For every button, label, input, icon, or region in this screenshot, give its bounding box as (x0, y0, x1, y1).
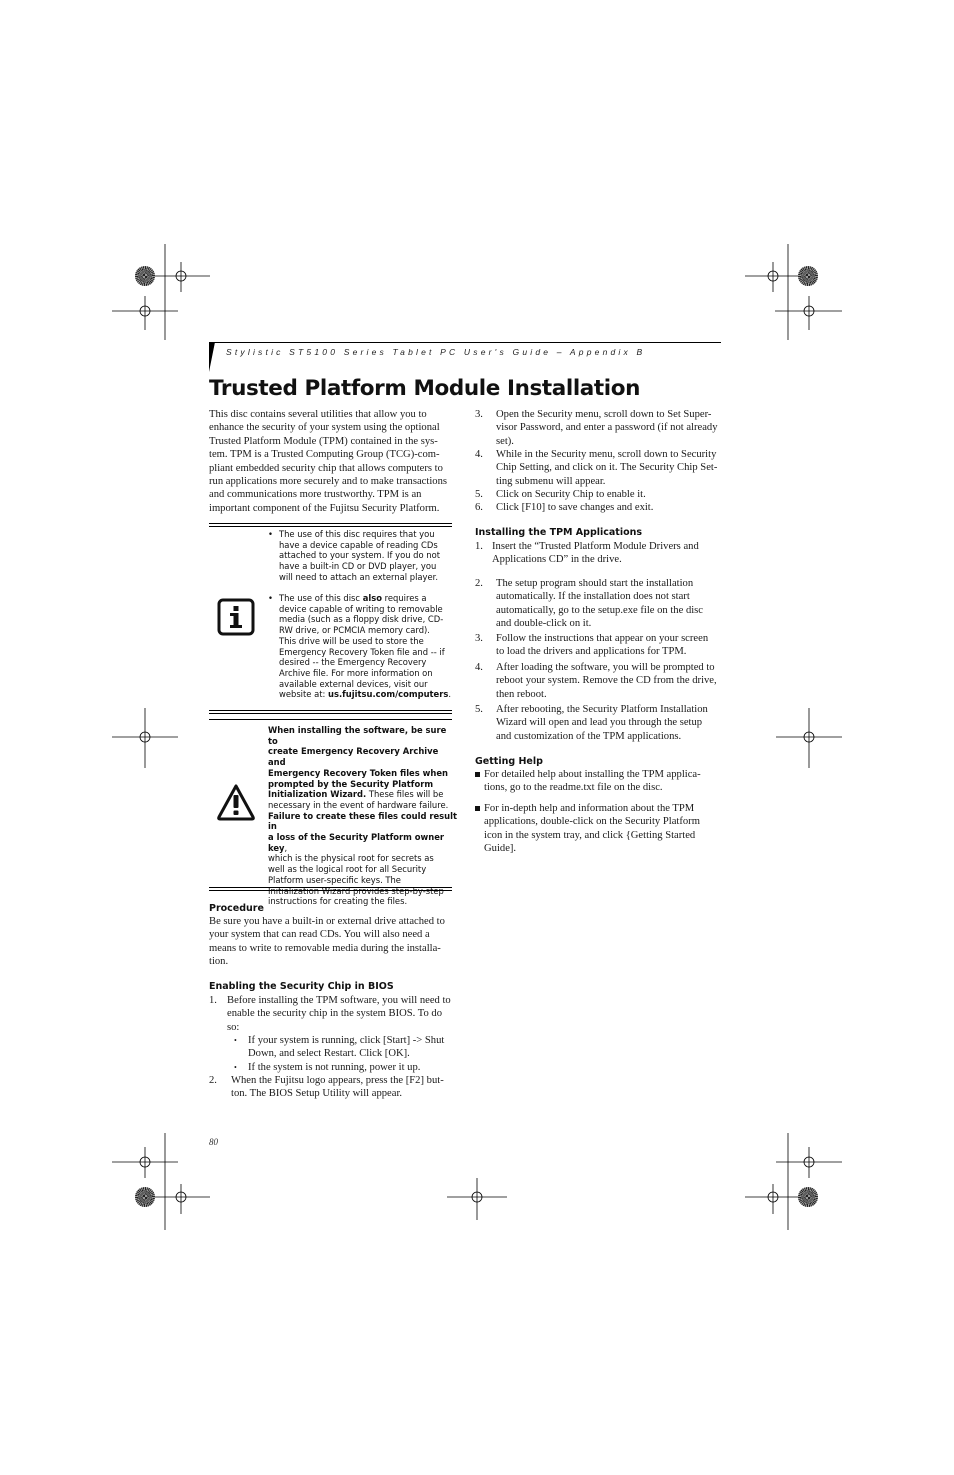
tpm-step-4 (475, 661, 725, 701)
note-line: have a device capable of reading CDs (279, 539, 438, 550)
note-line: have a built-in CD or DVD player, you (279, 561, 437, 572)
intro-line: This disc contains several utilities that allow you to (209, 409, 427, 420)
intro-paragraph (209, 408, 454, 515)
step-line: When the Fujitsu logo appears, press the [F2] but- (231, 1075, 444, 1086)
note-line: will need to attach an external player. (279, 571, 439, 582)
step-line: While in the Security menu, scroll down to Security (496, 449, 717, 460)
step-line: reboot your system. Remove the CD from the drive, (496, 675, 717, 687)
note-rule-mid-3 (209, 719, 452, 720)
bios-step-3 (475, 408, 725, 448)
intro-line: pliant embedded security chip that allows computers to (209, 462, 443, 474)
bullet-dot: • (268, 593, 273, 603)
step-line: Click on Security Chip to enable it. (496, 489, 646, 500)
note-text: website at: (279, 689, 329, 700)
step-line: Before installing the TPM software, you will need to (227, 995, 451, 1006)
intro-line: tem. TPM is a Trusted Computing Group (TCG)-com- (209, 449, 440, 461)
bios-step-4 (475, 448, 725, 488)
intro-line: Trusted Platform Module (TPM) contained in the sys- (209, 435, 438, 447)
step-line: and double-click on it. (496, 618, 592, 630)
warning-line: instructions for creating the files. (268, 896, 408, 907)
help-line: tions, go to the readme.txt file on the disc. (484, 782, 663, 794)
step-number: 2. (209, 1075, 217, 1086)
tpm-step-1 (475, 540, 725, 567)
step-line: ting submenu will appear. (496, 475, 606, 487)
note-rule-mid-2 (209, 713, 452, 714)
note-rule-bottom-2 (209, 890, 452, 891)
warning-line: prompted by the Security Platform (268, 778, 434, 789)
color-rosette (798, 266, 818, 286)
note-text: requires a (381, 593, 427, 603)
step-line: After loading the software, you will be prompted to (496, 662, 715, 673)
warning-line: create Emergency Recovery Archive and (268, 746, 439, 768)
step-line: Chip Setting, and click on it. The Security Chip Set- (496, 462, 718, 474)
warning-text: , (284, 842, 288, 853)
step-line: to load the drivers and applications for TPM. (496, 646, 687, 658)
step-number: 6. (475, 502, 483, 513)
running-header: Stylistic ST5100 Series Tablet PC User's Guide – Appendix B (226, 347, 646, 357)
procedure-line: your system that can read CDs. You will also need a (209, 929, 430, 941)
step-line: automatically, go to the setup.exe file on the disc (496, 604, 704, 616)
substep-line: Down, and select Restart. Click [OK]. (248, 1048, 410, 1060)
step-line: then reboot. (496, 688, 547, 700)
help-line: Guide]. (484, 843, 517, 855)
step-line: Applications CD” in the drive. (492, 554, 622, 566)
note-line: Archive file. For more information on (279, 667, 433, 678)
bios-step-2 (209, 1074, 457, 1101)
note-line: media (such as a floppy disk drive, CD- (279, 614, 444, 625)
step-line: Follow the instructions that appear on your screen (496, 633, 709, 644)
help-line: For in-depth help and information about the TPM (484, 803, 695, 814)
step-number: 4. (475, 449, 483, 460)
substep-line: If your system is running, click [Start] -> Shut (248, 1035, 445, 1046)
help-item-2 (475, 802, 725, 856)
warning-emphasis: Initialization Wizard. (268, 789, 367, 800)
note-line: desired -- the Emergency Recovery (279, 657, 427, 668)
tpm-step-2 (475, 577, 725, 631)
bios-substep-2 (234, 1061, 456, 1074)
note-rule-mid (209, 710, 452, 711)
step-line: set). (496, 435, 514, 447)
color-rosette (135, 266, 155, 286)
bullet-dot: • (268, 529, 273, 539)
color-rosette (135, 1187, 155, 1207)
step-number: 5. (475, 489, 483, 500)
step-line: Wizard will open and lead you through the setup (496, 717, 703, 729)
warning-line: necessary in the event of hardware failure. (268, 799, 449, 810)
step-number: 3. (475, 409, 483, 420)
step-line: Insert the “Trusted Platform Module Drivers and (492, 541, 699, 552)
note-line: The use of this disc requires that you (279, 529, 435, 539)
procedure-line: Be sure you have a built-in or external drive attached to (209, 916, 445, 927)
warning-line: Platform user-specific keys. The (268, 874, 401, 885)
step-line: After rebooting, the Security Platform Installation (496, 704, 708, 715)
help-line: icon in the system tray, and click {Getting Started (484, 829, 696, 841)
note-line: RW drive, or PCMCIA memory card). (279, 625, 430, 636)
bios-heading: Enabling the Security Chip in BIOS (209, 981, 394, 992)
step-line: Open the Security menu, scroll down to Set Super- (496, 409, 712, 420)
step-number: 1. (475, 541, 483, 552)
color-rosette (798, 1187, 818, 1207)
warning-emphasis: a loss of the Security Platform owner key (268, 832, 445, 853)
step-number: 2. (475, 578, 483, 589)
tpm-step-3 (475, 632, 725, 659)
step-number: 1. (209, 995, 217, 1006)
website-link[interactable]: us.fujitsu.com/computers (328, 689, 449, 700)
step-line: enable the security chip in the system BIOS. To do (227, 1008, 443, 1020)
help-line: For detailed help about installing the TPM applica- (484, 769, 701, 780)
note-line: This drive will be used to store the (279, 635, 424, 646)
warning-note-text (268, 725, 458, 907)
header-rule (209, 342, 721, 343)
help-item-1 (475, 768, 725, 795)
step-line: ton. The BIOS Setup Utility will appear. (231, 1088, 403, 1100)
info-note-bullet-2 (269, 593, 454, 700)
warning-line: which is the physical root for secrets as (268, 853, 434, 864)
tpm-apps-heading: Installing the TPM Applications (475, 527, 643, 538)
note-emphasis: also (362, 593, 382, 603)
square-bullet-icon (475, 772, 480, 777)
square-bullet-icon (475, 806, 480, 811)
warning-icon (216, 783, 256, 821)
help-line: applications, double-click on the Security Platform (484, 816, 700, 828)
note-text: . (448, 689, 452, 700)
bullet-dot: • (234, 1063, 237, 1072)
page-number: 80 (209, 1137, 218, 1147)
info-icon (217, 598, 255, 636)
step-line: so: (227, 1021, 240, 1033)
intro-line: important component of the Fujitsu Security Platform. (209, 502, 440, 514)
info-note-bullet-1 (269, 529, 454, 583)
step-line: and customization of the TPM applications. (496, 730, 682, 742)
procedure-line: tion. (209, 956, 229, 968)
bios-step-6 (475, 501, 725, 514)
intro-line: run applications more securely and to make transactions (209, 476, 447, 488)
warning-line: well as the logical root for all Security (268, 864, 427, 875)
step-line: The setup program should start the installation (496, 578, 694, 589)
header-tab (209, 342, 215, 372)
procedure-paragraph (209, 915, 457, 969)
page-title: Trusted Platform Module Installation (209, 376, 641, 401)
note-text: The use of this disc (279, 593, 363, 603)
intro-line: enhance the security of your system using the optional (209, 422, 440, 434)
intro-line: and communications more trustworthy. TPM is an (209, 489, 422, 501)
step-number: 4. (475, 662, 483, 673)
bios-step-5 (475, 488, 725, 501)
bios-step-1 (209, 994, 457, 1034)
bullet-dot: • (234, 1036, 237, 1045)
note-rule-top (209, 523, 452, 524)
warning-text: These files will be (366, 789, 444, 800)
procedure-heading: Procedure (209, 903, 264, 914)
note-line: attached to your system. If you do not (279, 550, 440, 561)
note-rule-top-2 (209, 526, 452, 527)
bios-substep-1 (234, 1034, 456, 1061)
warning-line: Emergency Recovery Token files when (268, 767, 448, 778)
step-number: 3. (475, 633, 483, 644)
note-line: Emergency Recovery Token file and -- if (279, 646, 445, 657)
step-line: Click [F10] to save changes and exit. (496, 502, 654, 513)
warning-line: When installing the software, be sure to (268, 725, 447, 746)
procedure-line: means to write to removable media during the installa- (209, 942, 441, 954)
warning-line: Failure to create these files could result in (268, 810, 457, 832)
step-line: visor Password, and enter a password (if not already (496, 422, 718, 434)
note-rule-bottom (209, 887, 452, 888)
help-heading: Getting Help (475, 756, 543, 767)
substep-line: If the system is not running, power it up. (248, 1062, 421, 1073)
step-number: 5. (475, 704, 483, 715)
note-line: available external devices, visit our (279, 678, 428, 689)
tpm-step-5 (475, 703, 725, 743)
step-line: automatically. If the installation does not start (496, 591, 690, 603)
note-line: device capable of writing to removable (279, 603, 443, 614)
